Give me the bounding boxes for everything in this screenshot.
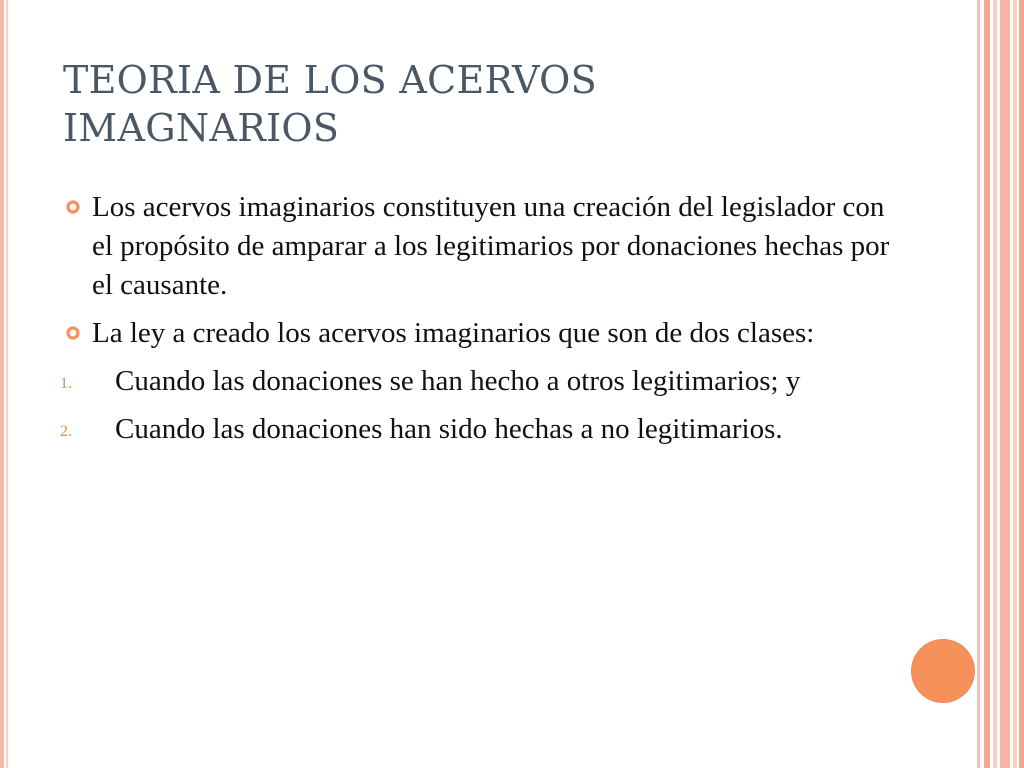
right-decorative-stripe: [1000, 0, 1010, 768]
right-decorative-stripe: [1019, 0, 1024, 768]
ring-bullet-icon: [66, 200, 80, 214]
numbered-text: Cuando las donaciones se han hecho a otros legitimarios; y: [115, 365, 801, 397]
bullet-item: [60, 314, 890, 353]
ring-bullet-icon: [66, 326, 80, 340]
left-decorative-stripe: [0, 0, 4, 768]
right-decorative-stripe: [977, 0, 980, 768]
right-decorative-stripe: [984, 0, 990, 768]
decorative-circle: [912, 640, 974, 702]
bullet-item: [60, 188, 890, 305]
numbered-item: [60, 362, 890, 401]
slide-body: [60, 188, 890, 458]
right-decorative-stripe: [1013, 0, 1017, 768]
slide-title: TEORIA DE LOS ACERVOS IMAGNARIOS: [63, 58, 597, 150]
list-number: 2.: [60, 423, 72, 440]
list-number: 1.: [60, 375, 72, 392]
bullet-text: La ley a creado los acervos imaginarios que son de dos clases:: [92, 317, 815, 349]
numbered-item: [60, 410, 890, 449]
right-decorative-stripe: [993, 0, 997, 768]
numbered-text: Cuando las donaciones han sido hechas a no legitimarios.: [115, 413, 783, 445]
bullet-text: Los acervos imaginarios constituyen una creación del legislador con el propósito de amparar a los legitimarios por donaciones hechas por el causante.: [92, 191, 890, 301]
left-decorative-stripe-thin: [6, 0, 8, 768]
